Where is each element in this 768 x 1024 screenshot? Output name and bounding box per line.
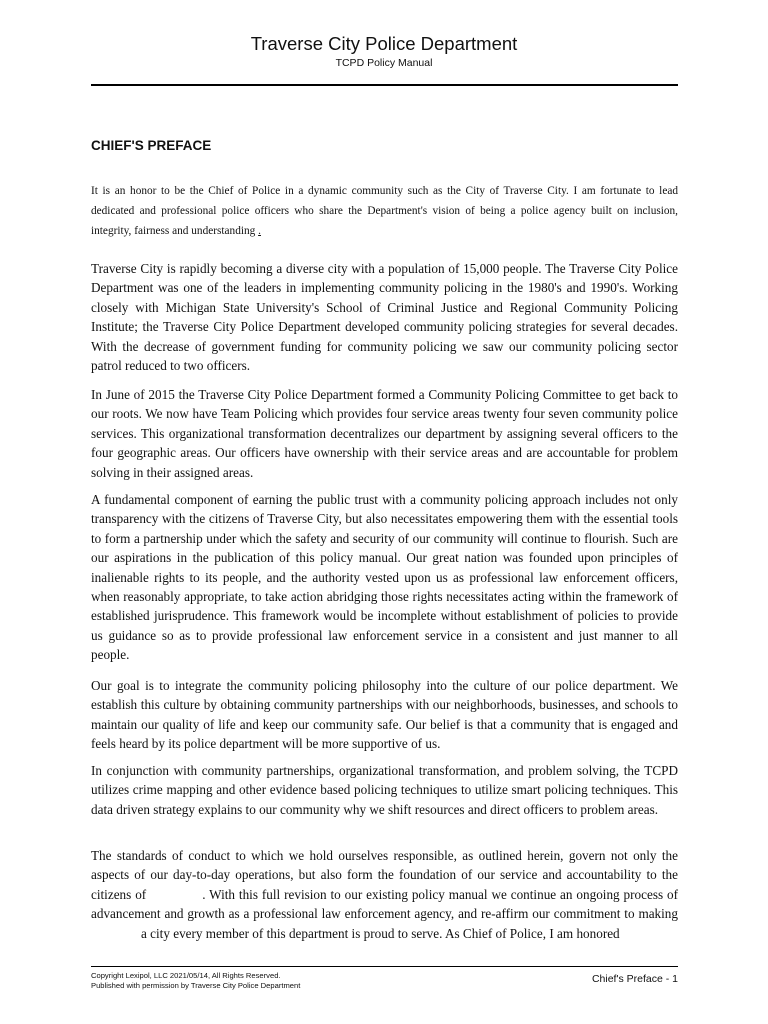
body-paragraph: In conjunction with community partnerships, organizational transformation, and problem solving, the TCPD utilizes crime mapping and other evidence based policing techniques to utilize smart policing techniques. This data driven strategy explains to our community why we shift resources and direct officers to problem areas.	[91, 763, 678, 817]
document-subtitle: TCPD Policy Manual	[335, 57, 433, 69]
page-number: Chief's Preface - 1	[591, 973, 678, 985]
body-paragraph: A fundamental component of earning the public trust with a community policing approach includes not only transparency with the citizens of Traverse City, but also necessitates empowering them with the essential tools to form a partnership under which the safety and security of our community will continue to flourish. Such are our aspirations in the publication of this policy manual. Our great nation was founded upon principles of inalienable rights to its people, and the authority vested upon us as professional law enforcement officers, when reasonably appropriate, to take action abridging those rights necessitates acting within the framework of established jurisprudence. This framework would be incomplete without establishment of policies to provide us guidance so as to provide professional law enforcement service in a consistent and just manner to all people.	[91, 492, 678, 663]
intro-text: It is an honor to be the Chief of Police in a dynamic community such as the City of Traverse City. I am fortunate to lead dedicated and professional police officers who share the Department's vision of being a police agency built on inclusion, integrity, fairness and understanding	[91, 185, 678, 237]
body-paragraph-last	[91, 846, 678, 943]
footer-copyright: Copyright Lexipol, LLC 2021/05/14, All Rights Reserved.	[91, 971, 281, 980]
section-heading: CHIEF'S PREFACE	[91, 138, 212, 153]
footer-credits	[91, 971, 300, 991]
intro-mark: .	[258, 225, 261, 237]
footer-permission: Published with permission by Traverse City Police Department	[91, 981, 301, 990]
last-paragraph-part-2: . With this full revision to our existing policy manual we continue an ongoing process of advancement and growth as a professional law enforcement agency, and re-affirm our commitment to making	[91, 886, 679, 922]
header-divider	[91, 84, 678, 86]
document-title: Traverse City Police Department	[250, 33, 518, 54]
body-paragraph: Our goal is to integrate the community policing philosophy into the culture of our police department. We establish this culture by obtaining community partnerships with our neighborhoods, businesses, and schools to maintain our quality of life and keep our community safe. Our belief is that a community that is engaged and feels heard by its police department will be more supportive of us.	[91, 678, 678, 752]
intro-paragraph	[91, 181, 678, 241]
last-paragraph-part-3: a city every member of this department is proud to serve. As Chief of Police, I am honored	[141, 925, 620, 941]
body-paragraph: In June of 2015 the Traverse City Police Department formed a Community Policing Committee to get back to our roots. We now have Team Policing which provides four service areas twenty four seven community police services. This organizational transformation decentralizes our department by assigning several officers to the four geographic areas. Our officers have ownership with their service areas and are accountable for problem solving in their assigned areas.	[91, 387, 678, 480]
body-paragraph: Traverse City is rapidly becoming a diverse city with a population of 15,000 people. The Traverse City Police Department was one of the leaders in implementing community policing in the 1980's and 1990's. Working closely with Michigan State University's School of Criminal Justice and Regional Community Policing Institute; the Traverse City Police Department developed community policing strategies for several decades. With the decrease of government funding for community policing we saw our community policing sector patrol reduced to two officers.	[91, 261, 678, 374]
last-paragraph-part-1: The standards of conduct to which we hold ourselves responsible, as outlined herein, govern not only the aspects of our day-to-day operations, but also form the foundation of our service and accountability to the citizens of	[91, 848, 678, 902]
footer-divider	[91, 966, 678, 967]
